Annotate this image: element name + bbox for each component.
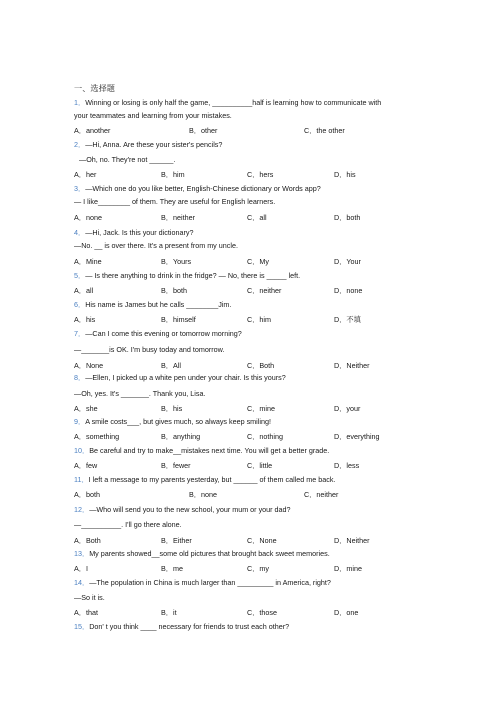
question-line: —So it is.	[74, 593, 105, 602]
question-number: 10．	[74, 446, 90, 455]
question-10-option: D．less	[334, 461, 360, 470]
question-10-text	[74, 446, 329, 455]
question-line: —Ellen, I picked up a white pen under your chair. Is this yours?	[85, 373, 286, 382]
question-11-option: C．neither	[304, 490, 339, 499]
question-5-option: A．all	[74, 286, 94, 295]
question-8-continuation	[74, 389, 206, 398]
question-4-option: C．My	[247, 257, 269, 266]
question-6-option: D．不填	[334, 315, 361, 324]
question-13-text	[74, 549, 330, 558]
question-number: 4．	[74, 228, 86, 237]
question-3-continuation	[74, 197, 275, 206]
question-8-option: C．mine	[247, 404, 275, 413]
question-3-option: B．neither	[161, 213, 195, 222]
question-number: 3．	[74, 184, 86, 193]
question-line: His name is James but he calls ________Jim.	[85, 300, 232, 309]
question-5-option: B．both	[161, 286, 187, 295]
question-line: A smile costs___, but gives much, so always keep smiling!	[85, 417, 271, 426]
question-9-option: C．nothing	[247, 432, 283, 441]
question-line: Don' t you think ____ necessary for friends to trust each other?	[89, 622, 290, 631]
question-13-option: D．mine	[334, 564, 362, 573]
question-13-option: C．my	[247, 564, 269, 573]
question-3-option: D．both	[334, 213, 361, 222]
question-14-continuation	[74, 593, 105, 602]
question-1-option: B．other	[189, 126, 218, 135]
question-number: 1．	[74, 98, 86, 107]
question-7-option: D．Neither	[334, 361, 370, 370]
question-4-text	[74, 228, 193, 237]
question-6-option: C．him	[247, 315, 271, 324]
question-line: Be careful and try to make__mistakes next time. You will get a better grade.	[89, 446, 330, 455]
question-14-text	[74, 578, 331, 587]
question-7-option: B．All	[161, 361, 181, 370]
question-line: My parents showed__some old pictures that brought back sweet memories.	[89, 549, 330, 558]
question-14-option: A．that	[74, 608, 98, 617]
question-14-option: B．it	[161, 608, 177, 617]
question-line: —__________. I'll go there alone.	[74, 520, 182, 529]
question-line: I left a message to my parents yesterday, but ______ of them called me back.	[88, 475, 336, 484]
question-8-text	[74, 373, 286, 382]
question-3-text	[74, 184, 321, 193]
question-10-option: C．little	[247, 461, 273, 470]
question-1-continuation	[74, 111, 232, 120]
question-11-option: B．none	[189, 490, 217, 499]
question-number: 9．	[74, 417, 86, 426]
question-1-option: A．another	[74, 126, 111, 135]
question-2-text	[74, 140, 222, 149]
question-5-option: C．neither	[247, 286, 282, 295]
question-line: —The population in China is much larger than _________ in America, right?	[89, 578, 331, 587]
question-8-option: A．she	[74, 404, 98, 413]
question-9-option: A．something	[74, 432, 120, 441]
question-9-text	[74, 417, 271, 426]
question-10-option: B．fewer	[161, 461, 191, 470]
question-4-continuation	[74, 241, 238, 250]
question-3-option: C．all	[247, 213, 267, 222]
question-7-text	[74, 329, 242, 338]
question-12-option: D．Neither	[334, 536, 370, 545]
question-11-option: A．both	[74, 490, 100, 499]
question-9-option: B．anything	[161, 432, 201, 441]
question-line: —Which one do you like better, English-Chinese dictionary or Words app?	[85, 184, 321, 193]
question-2-option: D．his	[334, 170, 356, 179]
question-line: —No. __ is over there. It's a present from my uncle.	[74, 241, 238, 250]
question-3-option: A．none	[74, 213, 102, 222]
section-title: 一、选择题	[74, 84, 115, 93]
question-number: 13．	[74, 549, 90, 558]
question-2-option: A．her	[74, 170, 97, 179]
question-1-text	[74, 98, 381, 107]
question-14-option: D．one	[334, 608, 359, 617]
question-number: 7．	[74, 329, 86, 338]
question-2-continuation	[79, 155, 175, 164]
question-line: —_______is OK. I'm busy today and tomorrow.	[74, 345, 225, 354]
question-9-option: D．everything	[334, 432, 380, 441]
question-line: —Hi, Anna. Are these your sister's pencils?	[85, 140, 223, 149]
question-12-option: C．None	[247, 536, 277, 545]
question-11-text	[74, 475, 335, 484]
question-line: —Oh, no. They're not ______.	[79, 155, 176, 164]
question-14-option: C．those	[247, 608, 277, 617]
question-line: Winning or losing is only half the game, __________half is learning how to communicate with	[85, 98, 382, 107]
question-8-option: D．your	[334, 404, 361, 413]
question-8-option: B．his	[161, 404, 183, 413]
question-4-option: B．Yours	[161, 257, 192, 266]
question-13-option: B．me	[161, 564, 183, 573]
question-7-continuation	[74, 345, 224, 354]
question-12-continuation	[74, 520, 182, 529]
question-number: 5．	[74, 271, 86, 280]
question-line: — Is there anything to drink in the fridge? — No, there is _____ left.	[85, 271, 301, 280]
question-2-option: C．hers	[247, 170, 274, 179]
question-12-text	[74, 505, 291, 514]
question-6-option: A．his	[74, 315, 96, 324]
question-10-option: A．few	[74, 461, 98, 470]
question-number: 6．	[74, 300, 86, 309]
question-line: —Hi, Jack. Is this your dictionary?	[85, 228, 194, 237]
question-7-option: A．None	[74, 361, 104, 370]
question-line: —Who will send you to the new school, your mum or your dad?	[89, 505, 291, 514]
question-4-option: D．Your	[334, 257, 361, 266]
question-2-option: B．him	[161, 170, 185, 179]
question-4-option: A．Mine	[74, 257, 102, 266]
question-5-text	[74, 271, 300, 280]
question-7-option: C．Both	[247, 361, 275, 370]
question-number: 2．	[74, 140, 86, 149]
question-number: 14．	[74, 578, 90, 587]
question-12-option: A．Both	[74, 536, 101, 545]
question-line: —Can I come this evening or tomorrow morning?	[85, 329, 242, 338]
question-5-option: D．none	[334, 286, 363, 295]
question-6-option: B．himself	[161, 315, 196, 324]
question-number: 8．	[74, 373, 86, 382]
question-line: — I like________ of them. They are useful for English learners.	[74, 197, 276, 206]
question-number: 15．	[74, 622, 90, 631]
question-13-option: A．I	[74, 564, 88, 573]
question-number: 12．	[74, 505, 90, 514]
question-line: your teammates and learning from your mistakes.	[74, 111, 232, 120]
question-12-option: B．Either	[161, 536, 192, 545]
question-line: —Oh, yes. It's _______. Thank you, Lisa.	[74, 389, 206, 398]
question-6-text	[74, 300, 231, 309]
question-15-text	[74, 622, 289, 631]
question-number: 11．	[74, 475, 89, 484]
question-1-option: C．the other	[304, 126, 345, 135]
